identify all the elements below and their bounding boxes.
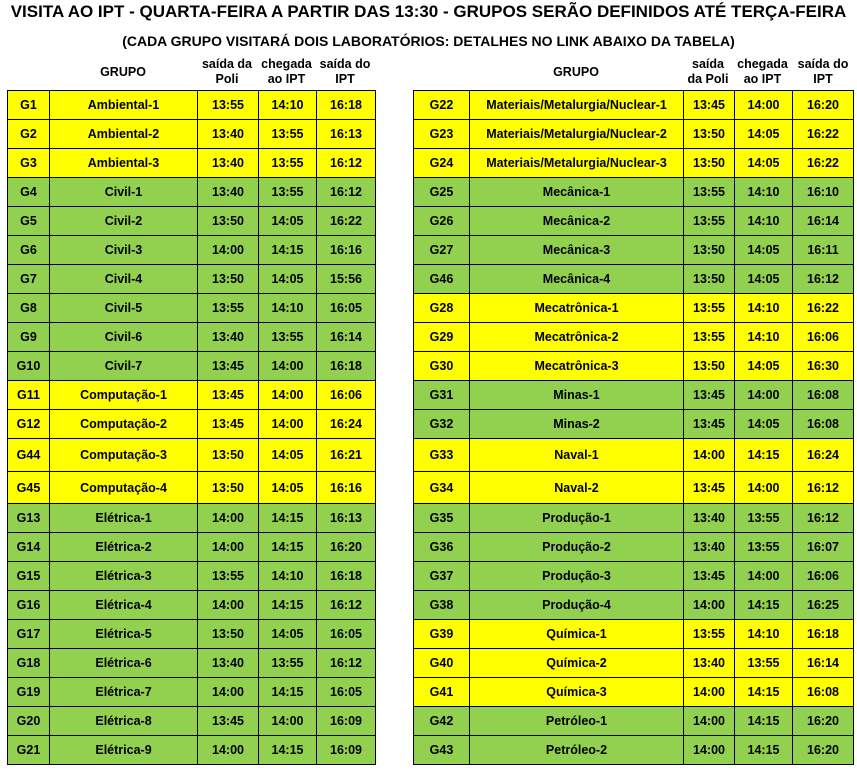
- group-name-cell: Civil-1: [50, 178, 198, 207]
- departure-poli-cell: 13:40: [198, 120, 259, 149]
- group-name-cell: Computação-1: [50, 381, 198, 410]
- departure-ipt-cell: 16:16: [317, 236, 376, 265]
- departure-ipt-cell: 16:20: [793, 707, 854, 736]
- table-row: [414, 91, 854, 120]
- group-name-cell: Produção-1: [470, 504, 684, 533]
- group-id-cell: G27: [414, 236, 470, 265]
- group-name-cell: Elétrica-3: [50, 562, 198, 591]
- departure-ipt-cell: 16:14: [793, 649, 854, 678]
- left-table-header: [7, 55, 375, 89]
- departure-ipt-cell: 16:22: [793, 120, 854, 149]
- departure-poli-cell: 13:55: [198, 562, 259, 591]
- group-id-cell: G12: [8, 410, 50, 439]
- departure-poli-cell: 14:00: [198, 533, 259, 562]
- group-name-cell: Civil-5: [50, 294, 198, 323]
- group-id-cell: G30: [414, 352, 470, 381]
- table-row: [8, 649, 376, 678]
- group-id-cell: G24: [414, 149, 470, 178]
- group-id-cell: G21: [8, 736, 50, 765]
- departure-ipt-cell: 16:14: [793, 207, 854, 236]
- group-id-cell: G35: [414, 504, 470, 533]
- departure-poli-cell: 13:40: [198, 323, 259, 352]
- departure-poli-cell: 13:55: [684, 178, 735, 207]
- departure-poli-cell: 13:50: [684, 236, 735, 265]
- header-saida-poli: saída da Poli: [201, 57, 253, 86]
- right-table-header: [413, 55, 853, 89]
- arrival-ipt-cell: 14:05: [259, 265, 317, 294]
- arrival-ipt-cell: 14:10: [259, 294, 317, 323]
- departure-poli-cell: 13:45: [684, 472, 735, 504]
- group-name-cell: Computação-4: [50, 472, 198, 504]
- departure-ipt-cell: 16:20: [317, 533, 376, 562]
- departure-poli-cell: 13:50: [198, 265, 259, 294]
- departure-ipt-cell: 16:10: [793, 178, 854, 207]
- group-name-cell: Ambiental-2: [50, 120, 198, 149]
- right-schedule-table: [413, 90, 854, 765]
- arrival-ipt-cell: 13:55: [735, 533, 793, 562]
- group-id-cell: G42: [414, 707, 470, 736]
- departure-poli-cell: 13:50: [684, 352, 735, 381]
- table-row: [8, 207, 376, 236]
- arrival-ipt-cell: 14:15: [259, 591, 317, 620]
- departure-ipt-cell: 16:08: [793, 410, 854, 439]
- arrival-ipt-cell: 14:00: [259, 410, 317, 439]
- departure-ipt-cell: 16:06: [793, 323, 854, 352]
- group-id-cell: G33: [414, 439, 470, 472]
- group-name-cell: Civil-7: [50, 352, 198, 381]
- departure-poli-cell: 13:50: [684, 149, 735, 178]
- departure-poli-cell: 13:50: [198, 439, 259, 472]
- group-id-cell: G11: [8, 381, 50, 410]
- table-row: [8, 323, 376, 352]
- departure-poli-cell: 13:55: [684, 620, 735, 649]
- table-row: [8, 620, 376, 649]
- departure-poli-cell: 13:45: [684, 410, 735, 439]
- arrival-ipt-cell: 13:55: [259, 178, 317, 207]
- group-name-cell: Civil-2: [50, 207, 198, 236]
- departure-ipt-cell: 16:12: [317, 649, 376, 678]
- departure-ipt-cell: 16:06: [793, 562, 854, 591]
- table-row: [414, 323, 854, 352]
- table-row: [8, 178, 376, 207]
- departure-ipt-cell: 16:22: [317, 207, 376, 236]
- departure-ipt-cell: 16:18: [317, 352, 376, 381]
- header-grupo: GRUPO: [100, 64, 146, 79]
- departure-ipt-cell: 16:12: [793, 504, 854, 533]
- group-name-cell: Produção-4: [470, 591, 684, 620]
- group-id-cell: G17: [8, 620, 50, 649]
- departure-poli-cell: 13:40: [684, 649, 735, 678]
- departure-ipt-cell: 15:56: [317, 265, 376, 294]
- table-row: [414, 410, 854, 439]
- arrival-ipt-cell: 13:55: [259, 649, 317, 678]
- group-name-cell: Química-2: [470, 649, 684, 678]
- group-name-cell: Produção-3: [470, 562, 684, 591]
- departure-ipt-cell: 16:18: [793, 620, 854, 649]
- departure-ipt-cell: 16:08: [793, 678, 854, 707]
- group-id-cell: G8: [8, 294, 50, 323]
- group-name-cell: Naval-2: [470, 472, 684, 504]
- arrival-ipt-cell: 14:15: [735, 439, 793, 472]
- table-row: [8, 149, 376, 178]
- departure-ipt-cell: 16:07: [793, 533, 854, 562]
- departure-poli-cell: 13:55: [684, 294, 735, 323]
- arrival-ipt-cell: 14:10: [735, 323, 793, 352]
- table-row: [8, 91, 376, 120]
- arrival-ipt-cell: 14:05: [735, 352, 793, 381]
- group-id-cell: G28: [414, 294, 470, 323]
- group-name-cell: Elétrica-8: [50, 707, 198, 736]
- group-name-cell: Mecatrônica-1: [470, 294, 684, 323]
- group-id-cell: G20: [8, 707, 50, 736]
- departure-ipt-cell: 16:22: [793, 149, 854, 178]
- table-row: [8, 294, 376, 323]
- arrival-ipt-cell: 14:10: [735, 620, 793, 649]
- arrival-ipt-cell: 13:55: [259, 149, 317, 178]
- group-name-cell: Mecânica-1: [470, 178, 684, 207]
- group-id-cell: G38: [414, 591, 470, 620]
- group-id-cell: G7: [8, 265, 50, 294]
- departure-poli-cell: 13:45: [684, 91, 735, 120]
- arrival-ipt-cell: 14:00: [259, 352, 317, 381]
- departure-ipt-cell: 16:21: [317, 439, 376, 472]
- table-row: [414, 265, 854, 294]
- departure-poli-cell: 13:45: [198, 381, 259, 410]
- group-name-cell: Ambiental-1: [50, 91, 198, 120]
- table-row: [8, 678, 376, 707]
- header-chegada-ipt: chegada ao IPT: [737, 57, 788, 86]
- group-id-cell: G46: [414, 265, 470, 294]
- departure-ipt-cell: 16:12: [793, 472, 854, 504]
- departure-ipt-cell: 16:13: [317, 120, 376, 149]
- group-name-cell: Petróleo-2: [470, 736, 684, 765]
- arrival-ipt-cell: 13:55: [735, 504, 793, 533]
- arrival-ipt-cell: 14:15: [259, 504, 317, 533]
- table-row: [414, 707, 854, 736]
- group-id-cell: G2: [8, 120, 50, 149]
- group-id-cell: G39: [414, 620, 470, 649]
- group-name-cell: Mecânica-3: [470, 236, 684, 265]
- table-row: [8, 410, 376, 439]
- departure-poli-cell: 14:00: [684, 591, 735, 620]
- departure-poli-cell: 13:45: [198, 707, 259, 736]
- group-name-cell: Produção-2: [470, 533, 684, 562]
- arrival-ipt-cell: 14:00: [735, 562, 793, 591]
- table-row: [414, 533, 854, 562]
- arrival-ipt-cell: 14:15: [259, 678, 317, 707]
- group-id-cell: G40: [414, 649, 470, 678]
- arrival-ipt-cell: 13:55: [259, 323, 317, 352]
- table-row: [414, 678, 854, 707]
- group-id-cell: G15: [8, 562, 50, 591]
- group-id-cell: G4: [8, 178, 50, 207]
- departure-poli-cell: 13:40: [198, 149, 259, 178]
- group-name-cell: Civil-4: [50, 265, 198, 294]
- arrival-ipt-cell: 14:15: [259, 533, 317, 562]
- table-row: [414, 649, 854, 678]
- departure-ipt-cell: 16:09: [317, 736, 376, 765]
- table-row: [414, 207, 854, 236]
- departure-poli-cell: 14:00: [684, 736, 735, 765]
- group-id-cell: G26: [414, 207, 470, 236]
- group-name-cell: Materiais/Metalurgia/Nuclear-2: [470, 120, 684, 149]
- table-row: [414, 504, 854, 533]
- departure-ipt-cell: 16:24: [793, 439, 854, 472]
- group-name-cell: Ambiental-3: [50, 149, 198, 178]
- departure-poli-cell: 13:45: [198, 352, 259, 381]
- arrival-ipt-cell: 14:15: [259, 236, 317, 265]
- group-id-cell: G25: [414, 178, 470, 207]
- departure-poli-cell: 13:45: [198, 410, 259, 439]
- table-row: [414, 149, 854, 178]
- arrival-ipt-cell: 14:00: [735, 381, 793, 410]
- departure-ipt-cell: 16:12: [793, 265, 854, 294]
- group-name-cell: Mecânica-4: [470, 265, 684, 294]
- departure-poli-cell: 14:00: [684, 707, 735, 736]
- arrival-ipt-cell: 14:05: [259, 207, 317, 236]
- departure-poli-cell: 13:55: [198, 294, 259, 323]
- header-grupo: GRUPO: [553, 64, 599, 79]
- table-row: [414, 178, 854, 207]
- group-name-cell: Materiais/Metalurgia/Nuclear-3: [470, 149, 684, 178]
- table-row: [8, 562, 376, 591]
- departure-ipt-cell: 16:06: [317, 381, 376, 410]
- arrival-ipt-cell: 14:05: [735, 236, 793, 265]
- departure-ipt-cell: 16:13: [317, 504, 376, 533]
- table-row: [414, 352, 854, 381]
- table-row: [8, 472, 376, 504]
- group-name-cell: Química-1: [470, 620, 684, 649]
- table-row: [8, 352, 376, 381]
- group-name-cell: Elétrica-2: [50, 533, 198, 562]
- table-row: [8, 120, 376, 149]
- table-row: [8, 591, 376, 620]
- arrival-ipt-cell: 14:00: [259, 381, 317, 410]
- departure-poli-cell: 13:50: [198, 472, 259, 504]
- group-id-cell: G43: [414, 736, 470, 765]
- arrival-ipt-cell: 14:10: [735, 207, 793, 236]
- arrival-ipt-cell: 14:00: [259, 707, 317, 736]
- departure-poli-cell: 14:00: [684, 439, 735, 472]
- group-name-cell: Computação-3: [50, 439, 198, 472]
- arrival-ipt-cell: 14:15: [735, 736, 793, 765]
- departure-poli-cell: 14:00: [198, 591, 259, 620]
- departure-poli-cell: 13:50: [684, 120, 735, 149]
- table-row: [414, 472, 854, 504]
- group-name-cell: Minas-2: [470, 410, 684, 439]
- table-row: [8, 265, 376, 294]
- departure-ipt-cell: 16:20: [793, 736, 854, 765]
- arrival-ipt-cell: 14:05: [735, 149, 793, 178]
- group-id-cell: G37: [414, 562, 470, 591]
- group-id-cell: G1: [8, 91, 50, 120]
- group-name-cell: Elétrica-7: [50, 678, 198, 707]
- group-name-cell: Elétrica-1: [50, 504, 198, 533]
- group-id-cell: G29: [414, 323, 470, 352]
- departure-poli-cell: 13:50: [684, 265, 735, 294]
- departure-ipt-cell: 16:22: [793, 294, 854, 323]
- arrival-ipt-cell: 14:15: [735, 707, 793, 736]
- group-name-cell: Mecânica-2: [470, 207, 684, 236]
- table-row: [414, 736, 854, 765]
- table-row: [414, 439, 854, 472]
- group-name-cell: Petróleo-1: [470, 707, 684, 736]
- group-name-cell: Mecatrônica-2: [470, 323, 684, 352]
- arrival-ipt-cell: 14:15: [735, 678, 793, 707]
- departure-poli-cell: 13:55: [198, 91, 259, 120]
- arrival-ipt-cell: 14:15: [735, 591, 793, 620]
- group-name-cell: Civil-3: [50, 236, 198, 265]
- table-row: [414, 120, 854, 149]
- arrival-ipt-cell: 14:05: [735, 410, 793, 439]
- departure-poli-cell: 14:00: [198, 678, 259, 707]
- group-id-cell: G41: [414, 678, 470, 707]
- departure-ipt-cell: 16:11: [793, 236, 854, 265]
- table-row: [8, 736, 376, 765]
- arrival-ipt-cell: 13:55: [735, 649, 793, 678]
- departure-ipt-cell: 16:16: [317, 472, 376, 504]
- table-row: [8, 533, 376, 562]
- table-row: [414, 236, 854, 265]
- group-id-cell: G5: [8, 207, 50, 236]
- arrival-ipt-cell: 14:05: [735, 265, 793, 294]
- departure-poli-cell: 13:55: [684, 207, 735, 236]
- departure-poli-cell: 13:40: [198, 649, 259, 678]
- departure-poli-cell: 13:55: [684, 323, 735, 352]
- table-row: [8, 439, 376, 472]
- group-name-cell: Elétrica-9: [50, 736, 198, 765]
- table-row: [8, 707, 376, 736]
- arrival-ipt-cell: 14:10: [735, 178, 793, 207]
- header-saida-ipt: saída do IPT: [797, 57, 849, 86]
- arrival-ipt-cell: 14:00: [735, 472, 793, 504]
- table-row: [8, 236, 376, 265]
- departure-ipt-cell: 16:08: [793, 381, 854, 410]
- arrival-ipt-cell: 14:05: [259, 472, 317, 504]
- group-id-cell: G44: [8, 439, 50, 472]
- arrival-ipt-cell: 14:05: [259, 620, 317, 649]
- group-id-cell: G31: [414, 381, 470, 410]
- page-title: VISITA AO IPT - QUARTA-FEIRA A PARTIR DAS 13:30 - GRUPOS SERÃO DEFINIDOS ATÉ TERÇA-FEIRA: [10, 2, 847, 21]
- departure-poli-cell: 13:45: [684, 562, 735, 591]
- departure-ipt-cell: 16:30: [793, 352, 854, 381]
- departure-ipt-cell: 16:05: [317, 678, 376, 707]
- header-chegada-ipt: chegada ao IPT: [261, 57, 312, 86]
- departure-ipt-cell: 16:05: [317, 620, 376, 649]
- arrival-ipt-cell: 14:00: [735, 91, 793, 120]
- group-id-cell: G19: [8, 678, 50, 707]
- group-name-cell: Civil-6: [50, 323, 198, 352]
- group-name-cell: Mecatrônica-3: [470, 352, 684, 381]
- group-id-cell: G45: [8, 472, 50, 504]
- group-name-cell: Elétrica-4: [50, 591, 198, 620]
- departure-ipt-cell: 16:24: [317, 410, 376, 439]
- departure-poli-cell: 13:50: [198, 620, 259, 649]
- arrival-ipt-cell: 14:10: [259, 562, 317, 591]
- departure-poli-cell: 14:00: [684, 678, 735, 707]
- departure-ipt-cell: 16:05: [317, 294, 376, 323]
- departure-ipt-cell: 16:25: [793, 591, 854, 620]
- table-row: [414, 294, 854, 323]
- arrival-ipt-cell: 14:05: [735, 120, 793, 149]
- departure-poli-cell: 13:45: [684, 381, 735, 410]
- table-row: [8, 381, 376, 410]
- departure-ipt-cell: 16:12: [317, 149, 376, 178]
- arrival-ipt-cell: 14:05: [259, 439, 317, 472]
- table-row: [414, 562, 854, 591]
- table-row: [414, 381, 854, 410]
- group-id-cell: G9: [8, 323, 50, 352]
- group-id-cell: G13: [8, 504, 50, 533]
- arrival-ipt-cell: 13:55: [259, 120, 317, 149]
- header-saida-poli: saída da Poli: [687, 57, 729, 86]
- departure-ipt-cell: 16:18: [317, 562, 376, 591]
- departure-ipt-cell: 16:20: [793, 91, 854, 120]
- group-id-cell: G34: [414, 472, 470, 504]
- arrival-ipt-cell: 14:15: [259, 736, 317, 765]
- group-id-cell: G18: [8, 649, 50, 678]
- departure-poli-cell: 14:00: [198, 504, 259, 533]
- table-row: [8, 504, 376, 533]
- departure-poli-cell: 14:00: [198, 736, 259, 765]
- group-id-cell: G22: [414, 91, 470, 120]
- table-row: [414, 591, 854, 620]
- departure-ipt-cell: 16:18: [317, 91, 376, 120]
- group-name-cell: Computação-2: [50, 410, 198, 439]
- departure-ipt-cell: 16:09: [317, 707, 376, 736]
- group-id-cell: G14: [8, 533, 50, 562]
- group-id-cell: G32: [414, 410, 470, 439]
- departure-poli-cell: 13:50: [198, 207, 259, 236]
- page-subtitle: (CADA GRUPO VISITARÁ DOIS LABORATÓRIOS: DETALHES NO LINK ABAIXO DA TABELA): [122, 33, 735, 49]
- group-name-cell: Naval-1: [470, 439, 684, 472]
- group-name-cell: Materiais/Metalurgia/Nuclear-1: [470, 91, 684, 120]
- group-id-cell: G3: [8, 149, 50, 178]
- group-id-cell: G16: [8, 591, 50, 620]
- group-id-cell: G10: [8, 352, 50, 381]
- group-name-cell: Elétrica-5: [50, 620, 198, 649]
- departure-ipt-cell: 16:14: [317, 323, 376, 352]
- group-id-cell: G6: [8, 236, 50, 265]
- group-name-cell: Química-3: [470, 678, 684, 707]
- departure-ipt-cell: 16:12: [317, 178, 376, 207]
- group-id-cell: G36: [414, 533, 470, 562]
- header-saida-ipt: saída do IPT: [319, 57, 371, 86]
- group-name-cell: Elétrica-6: [50, 649, 198, 678]
- departure-poli-cell: 13:40: [198, 178, 259, 207]
- left-schedule-table: [7, 90, 376, 765]
- departure-poli-cell: 14:00: [198, 236, 259, 265]
- arrival-ipt-cell: 14:10: [735, 294, 793, 323]
- departure-ipt-cell: 16:12: [317, 591, 376, 620]
- arrival-ipt-cell: 14:10: [259, 91, 317, 120]
- departure-poli-cell: 13:40: [684, 504, 735, 533]
- departure-poli-cell: 13:40: [684, 533, 735, 562]
- group-id-cell: G23: [414, 120, 470, 149]
- table-row: [414, 620, 854, 649]
- group-name-cell: Minas-1: [470, 381, 684, 410]
